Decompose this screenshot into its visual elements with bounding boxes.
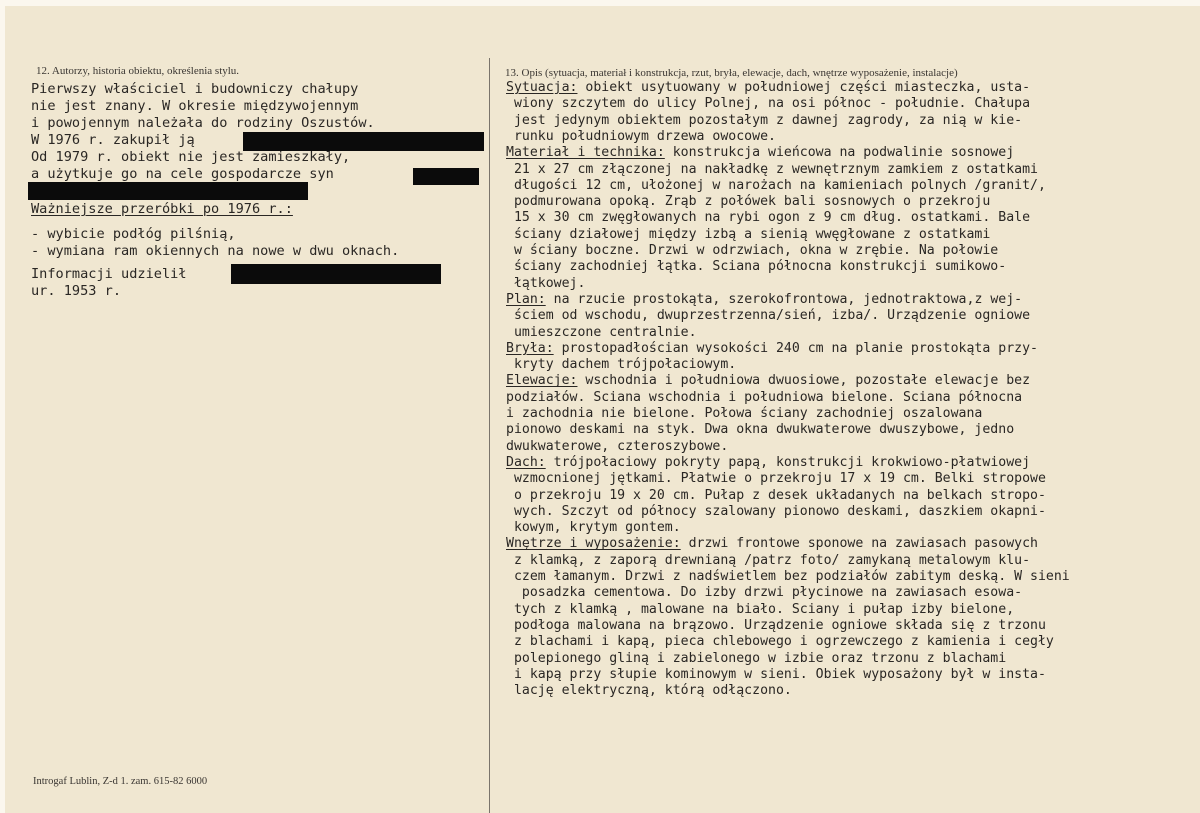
description-text: polepionego gliną i zabielonego w izbie oraz trzonu z blachami <box>506 650 1007 666</box>
history-line: a użytkuje go na cele gospodarcze syn <box>31 166 334 182</box>
description-text: podziałów. Sciana wschodnia i południowa bielone. Sciana północna <box>506 389 1023 405</box>
description-line <box>506 258 1006 275</box>
description-line <box>506 519 681 536</box>
description-line <box>506 552 1030 569</box>
description-line <box>506 209 1030 226</box>
description-subheading: Elewacje: <box>506 373 578 389</box>
alterations-heading: Ważniejsze przeróbki po 1976 r.: <box>31 201 293 217</box>
description-text: trójpołaciowy pokryty papą, konstrukcji krokwiowo-płatwiowej <box>545 454 1031 470</box>
description-text: posadzka cementowa. Do izby drzwi płycinowe na zawiasach esowa- <box>506 585 1023 601</box>
description-line <box>506 389 1022 406</box>
description-line <box>506 666 1046 683</box>
history-line: nie jest znany. W okresie międzywojennym <box>31 98 359 114</box>
description-text: na rzucie prostokąta, szerokofrontowa, jednotraktowa,z wej- <box>545 291 1023 307</box>
description-line <box>506 242 998 259</box>
description-line <box>506 95 1030 112</box>
description-text: jest jedynym obiektem pozostałym z dawnej zagrody, za nią w kie- <box>506 112 1023 128</box>
description-line <box>506 128 776 145</box>
description-text: kowym, krytym gontem. <box>506 520 681 536</box>
description-text: wiony szczytem do ulicy Polnej, na osi północ - południe. Chałupa <box>506 96 1031 112</box>
description-line <box>506 226 990 243</box>
informant-year: ur. 1953 r. <box>31 283 122 299</box>
description-line <box>506 372 1030 389</box>
description-subheading: Materiał i technika: <box>506 145 665 161</box>
description-text: wschodnia i południowa dwuosiowe, pozostałe elewacje bez <box>577 373 1031 389</box>
description-text: podmurowana opoką. Zrąb z połówek bali sosnowych o przekroju <box>506 194 991 210</box>
description-text: o przekroju 19 x 20 cm. Pułap z desek układanych na belkach stropo- <box>506 487 1046 503</box>
description-text: obiekt usytuowany w południowej części miasteczka, usta- <box>577 80 1031 95</box>
alteration-item: - wybicie podłóg pilśnią, <box>31 226 236 242</box>
description-line <box>506 356 736 373</box>
description-line <box>506 161 1038 178</box>
description-text: podłoga malowana na brązowo. Urządzenie ogniowe składa się z trzonu <box>506 617 1046 633</box>
description-text: lację elektryczną, którą odłączono. <box>506 683 792 699</box>
description-text: konstrukcja wieńcowa na podwalinie sosnowej <box>664 145 1015 161</box>
description-text: czem łamanym. Drzwi z nadświetlem bez podziałów zabitym deską. W sieni <box>506 569 1070 584</box>
description-text: wych. Szczyt od północy szalowany pionowo deskami, daszkiem okapni- <box>506 503 1046 519</box>
description-line <box>506 535 1038 552</box>
redaction-box <box>231 264 441 284</box>
history-line: i powojennym należała do rodziny Oszustów. <box>31 115 375 131</box>
description-line <box>506 617 1046 634</box>
description-line <box>506 470 1046 487</box>
description-line <box>506 177 1046 194</box>
description-text: z klamką, z zaporą drewnianą /patrz foto/ zamykaną metalowym klu- <box>506 552 1031 568</box>
description-subheading: Bryła: <box>506 340 554 356</box>
description-subheading: Plan: <box>506 291 546 307</box>
section-12-heading: 12. Autorzy, historia obiektu, określenia stylu. <box>36 65 240 77</box>
description-text: drzwi frontowe sponowe na zawiasach pasowych <box>680 536 1038 552</box>
description-text: z blachami i kapą, pieca chlebowego i ogrzewczego z kamienia i cegły <box>506 634 1054 650</box>
description-text: ściany zachodniej łątka. Sciana północna konstrukcji sumikowo- <box>506 259 1007 275</box>
column-divider <box>489 58 490 813</box>
description-line <box>506 112 1022 129</box>
description-line <box>506 487 1046 504</box>
description-subheading: Sytuacja: <box>506 80 578 95</box>
description-line <box>506 682 792 699</box>
description-line <box>506 291 1022 308</box>
description-line <box>506 275 585 292</box>
description-text: w ściany boczne. Drzwi w odrzwiach, okna w zrębie. Na połowie <box>506 243 999 258</box>
description-text: wzmocnionej jętkami. Płatwie o przekroju 17 x 19 cm. Belki stropowe <box>506 471 1046 487</box>
redaction-box <box>413 168 479 185</box>
description-text: runku południowym drzewa owocowe. <box>506 128 776 144</box>
description-line <box>506 454 1030 471</box>
description-text: kryty dachem trójpołaciowym. <box>506 357 737 373</box>
informant-label: Informacji udzielił <box>31 266 187 282</box>
description-line <box>506 405 982 422</box>
description-line <box>506 79 1030 96</box>
description-line <box>506 633 1054 650</box>
description-text: ściany działowej między izbą a sienią wwęgłowane z ostatkami <box>506 226 991 242</box>
description-line <box>506 601 1014 618</box>
description-text: 21 x 27 cm złączonej na nakładkę z wewnętrznym zamkiem z ostatkami <box>506 161 1038 177</box>
description-line <box>506 568 1070 585</box>
description-text: umieszczone centralnie. <box>506 324 697 340</box>
description-text: tych z klamką , malowane na biało. Sciany i pułap izby bielone, <box>506 601 1015 617</box>
description-line <box>506 193 990 210</box>
paper-edge-top <box>0 0 1200 6</box>
history-line: W 1976 r. zakupił ją <box>31 132 195 148</box>
description-text: 15 x 30 cm zwęgłowanych na rybi ogon z 9 cm dług. ostatkami. Bale <box>506 210 1031 226</box>
description-line <box>506 584 1022 601</box>
description-line <box>506 503 1046 520</box>
description-text: i zachodnia nie bielone. Połowa ściany zachodniej oszalowana <box>506 406 983 421</box>
printer-imprint: Introgaf Lublin, Z-d 1. zam. 615-82 6000 <box>33 776 208 787</box>
description-line <box>506 307 1030 324</box>
description-text: i kapą przy słupie kominowym w sieni. Obiek wyposażony był w insta- <box>506 666 1046 682</box>
description-text: pionowo deskami na styk. Dwa okna dwukwaterowe dwuszybowe, jedno <box>506 422 1015 438</box>
redaction-box <box>28 182 308 200</box>
description-line <box>506 144 1014 161</box>
description-line <box>506 340 1038 357</box>
description-text: długości 12 cm, ułożonej w narożach na kamieniach polnych /granit/, <box>506 177 1046 193</box>
description-line <box>506 324 697 341</box>
description-line <box>506 421 1014 438</box>
alteration-item: - wymiana ram okiennych na nowe w dwu oknach. <box>31 243 400 259</box>
description-line <box>506 438 728 455</box>
description-subheading: Dach: <box>506 454 546 470</box>
section-13-heading: 13. Opis (sytuacja, materiał i konstrukcja, rzut, bryła, elewacje, dach, wnętrze wyposażenie, instalacje) <box>505 67 958 79</box>
description-text: prostopadłościan wysokości 240 cm na planie prostokąta przy- <box>553 340 1038 356</box>
paper-edge-left <box>0 0 5 813</box>
description-subheading: Wnętrze i wyposażenie: <box>506 536 681 552</box>
description-text: ściem od wschodu, dwuprzestrzenna/sień, izba/. Urządzenie ogniowe <box>506 308 1031 324</box>
history-line: Pierwszy właściciel i budowniczy chałupy <box>31 81 359 97</box>
description-line <box>506 650 1006 667</box>
description-text: łątkowej. <box>506 275 586 291</box>
description-text: dwukwaterowe, czteroszybowe. <box>506 438 729 454</box>
history-line: Od 1979 r. obiekt nie jest zamieszkały, <box>31 149 351 165</box>
